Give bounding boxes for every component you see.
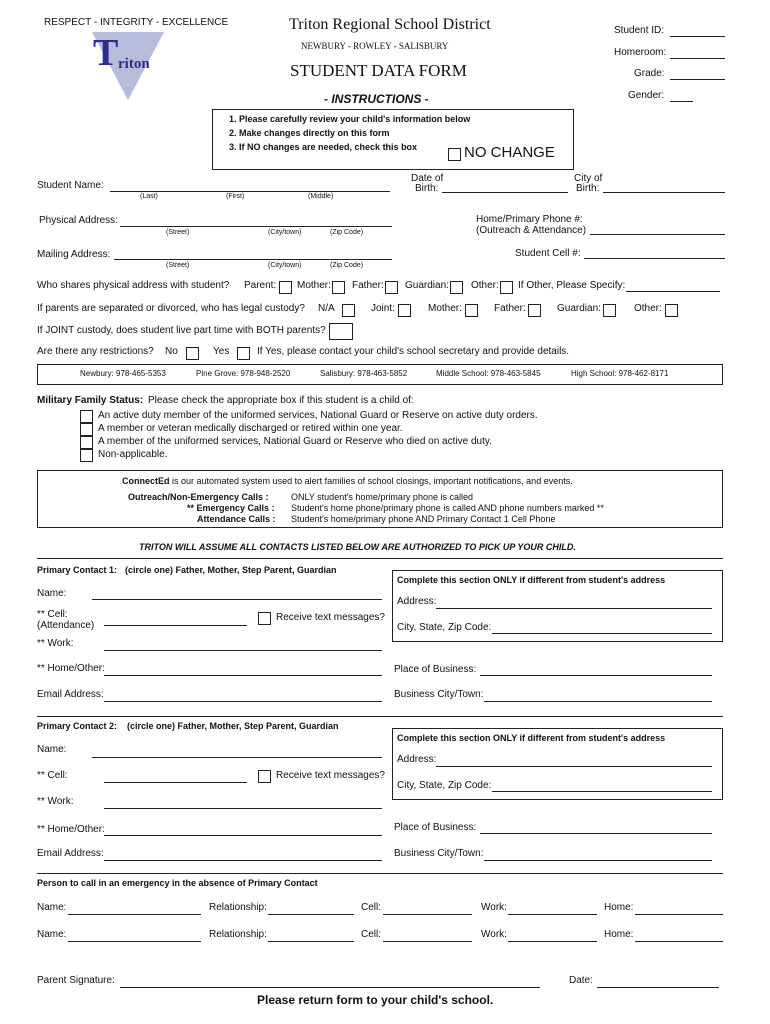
restrictions-yes-label: Yes: [213, 346, 230, 357]
custody-guardian-label: Guardian:: [557, 303, 601, 314]
contact1-bcity-field[interactable]: [484, 701, 712, 702]
contact2-cell-field[interactable]: [104, 782, 247, 783]
connected-emergency-text: Student's home phone/primary phone is called AND phone numbers marked **: [291, 503, 604, 513]
student-name-label: Student Name:: [37, 180, 104, 191]
contact1-place-field[interactable]: [480, 675, 712, 676]
dob-field[interactable]: [442, 192, 568, 193]
shares-father-checkbox[interactable]: [385, 281, 398, 294]
military-option-2-checkbox[interactable]: [80, 423, 93, 436]
contact2-title: Primary Contact 2:: [37, 721, 118, 731]
contact1-bcity-label: Business City/Town:: [394, 689, 484, 700]
connected-outreach-label: Outreach/Non-Emergency Calls :: [128, 492, 269, 502]
joint-answer-box[interactable]: [329, 323, 353, 340]
restrictions-no-checkbox[interactable]: [186, 347, 199, 360]
connected-outreach-text: ONLY student's home/primary phone is called: [291, 492, 473, 502]
custody-guardian-checkbox[interactable]: [603, 304, 616, 317]
contact2-place-label: Place of Business:: [394, 822, 477, 833]
emergency2-work-field[interactable]: [508, 941, 597, 942]
military-label: Military Family Status:: [37, 395, 144, 406]
return-notice: Please return form to your child's school.: [257, 993, 494, 1007]
contact1-csz-label: City, State, Zip Code:: [397, 622, 492, 633]
emergency2-name-field[interactable]: [68, 941, 201, 942]
military-option-3-checkbox[interactable]: [80, 436, 93, 449]
contact2-receive-label: Receive text messages?: [276, 770, 385, 781]
logo-text: riton: [118, 56, 150, 72]
shares-mother-label: Mother:: [297, 280, 331, 291]
contact-divider: [37, 716, 723, 717]
date-label: Date:: [569, 975, 593, 986]
restrictions-note: If Yes, please contact your child's school secretary and provide details.: [257, 346, 570, 357]
custody-na-checkbox[interactable]: [342, 304, 355, 317]
custody-joint-label: Joint:: [371, 303, 395, 314]
military-option-4-checkbox[interactable]: [80, 449, 93, 462]
restrictions-no-label: No: [165, 346, 178, 357]
shares-guardian-label: Guardian:: [405, 280, 449, 291]
no-change-checkbox[interactable]: [448, 148, 461, 161]
student-cell-label: Student Cell #:: [515, 248, 581, 259]
emergency1-name-label: Name:: [37, 902, 67, 913]
custody-mother-label: Mother:: [428, 303, 462, 314]
contact2-csz-field[interactable]: [492, 791, 712, 792]
triton-logo: [88, 30, 168, 102]
gender-field[interactable]: [670, 101, 693, 102]
first-hint: (First): [226, 193, 245, 200]
emergency1-home-field[interactable]: [635, 914, 723, 915]
school-newbury: Newbury: 978-465-5353: [80, 369, 166, 378]
student-cell-field[interactable]: [584, 258, 725, 259]
instructions-title: - INSTRUCTIONS -: [324, 92, 429, 106]
contact2-work-label: ** Work:: [37, 796, 74, 807]
restrictions-question: Are there any restrictions?: [37, 346, 154, 357]
shares-specify-label: If Other, Please Specify:: [518, 280, 626, 291]
contact2-text-checkbox[interactable]: [258, 770, 271, 783]
connected-emergency-label: ** Emergency Calls :: [187, 503, 275, 513]
contact1-cell-label: ** Cell:: [37, 609, 68, 620]
contact1-circle: (circle one) Father, Mother, Step Parent, Guardian: [125, 565, 337, 575]
contact1-name-field[interactable]: [92, 599, 382, 600]
shares-other-checkbox[interactable]: [500, 281, 513, 294]
contact1-title: Primary Contact 1:: [37, 565, 118, 575]
district-name: Triton Regional School District: [289, 16, 491, 33]
form-title: STUDENT DATA FORM: [290, 61, 467, 80]
contact2-address-field[interactable]: [436, 766, 712, 767]
contact2-home-field[interactable]: [104, 835, 382, 836]
contact1-home-label: ** Home/Other:: [37, 663, 105, 674]
contact1-place-label: Place of Business:: [394, 664, 477, 675]
home-phone-label: Home/Primary Phone #:: [476, 214, 583, 225]
city-birth-label-1: City of: [574, 173, 603, 184]
contact2-home-label: ** Home/Other:: [37, 824, 105, 835]
emergency1-cell-label: Cell:: [361, 902, 382, 913]
homeroom-field[interactable]: [670, 58, 725, 59]
emergency1-home-label: Home:: [604, 902, 634, 913]
motto: RESPECT - INTEGRITY - EXCELLENCE: [44, 17, 229, 28]
street-hint: (Street): [166, 229, 190, 236]
custody-father-label: Father:: [494, 303, 526, 314]
contact1-work-label: ** Work:: [37, 638, 74, 649]
middle-hint: (Middle): [308, 193, 334, 200]
citytown-hint-2: (City/town): [268, 262, 302, 269]
emergency1-work-label: Work:: [481, 902, 507, 913]
emergency1-work-field[interactable]: [508, 914, 597, 915]
contact1-csz-field[interactable]: [492, 633, 712, 634]
student-id-field[interactable]: [670, 36, 725, 37]
contact2-circle: (circle one) Father, Mother, Step Parent, Guardian: [127, 721, 339, 731]
date-field[interactable]: [597, 987, 719, 988]
gender-label: Gender:: [628, 90, 665, 101]
emergency2-relationship-field[interactable]: [268, 941, 354, 942]
school-pine-grove: Pine Grove: 978-948-2520: [196, 369, 291, 378]
mailing-address-label: Mailing Address:: [37, 249, 111, 260]
student-id-label: Student ID:: [614, 25, 665, 36]
contact2-name-label: Name:: [37, 744, 67, 755]
pickup-notice: TRITON WILL ASSUME ALL CONTACTS LISTED BELOW ARE AUTHORIZED TO PICK UP YOUR CHILD.: [139, 542, 576, 552]
shares-father-label: Father:: [352, 280, 384, 291]
custody-question: If parents are separated or divorced, who has legal custody?: [37, 303, 305, 314]
homeroom-label: Homeroom:: [614, 47, 667, 58]
contact2-place-field[interactable]: [480, 833, 712, 834]
instruction-3: 3. If NO changes are needed, check this box: [229, 142, 418, 152]
contact1-home-field[interactable]: [104, 675, 382, 676]
military-option-1-checkbox[interactable]: [80, 410, 93, 423]
emergency-divider: [37, 873, 723, 874]
school-middle: Middle School: 978-463-5845: [436, 369, 541, 378]
contact2-bcity-field[interactable]: [484, 860, 712, 861]
emergency-title: Person to call in an emergency in the absence of Primary Contact: [37, 878, 318, 888]
contact1-address-label: Address:: [397, 596, 437, 607]
connected-intro: [122, 476, 573, 486]
home-phone-sub: (Outreach & Attendance): [476, 225, 587, 236]
connected-attendance-text: Student's home/primary phone AND Primary Contact 1 Cell Phone: [291, 514, 556, 524]
custody-joint-checkbox[interactable]: [398, 304, 411, 317]
military-option-3: A member of the uniformed services, National Guard or Reserve who died on active duty.: [98, 436, 492, 447]
zip-hint-2: (Zip Code): [330, 262, 364, 269]
dob-label-1: Date of: [411, 173, 444, 184]
emergency2-cell-field[interactable]: [383, 941, 472, 942]
connected-attendance-label: Attendance Calls :: [197, 514, 276, 524]
contact1-section-title: Complete this section ONLY if different from student's address: [397, 575, 666, 585]
physical-address-label: Physical Address:: [39, 215, 118, 226]
contact1-email-field[interactable]: [104, 701, 382, 702]
custody-father-checkbox[interactable]: [528, 304, 541, 317]
custody-na-label: N/A: [318, 303, 335, 314]
shares-mother-checkbox[interactable]: [332, 281, 345, 294]
emergency2-home-label: Home:: [604, 929, 634, 940]
military-intro: Please check the appropriate box if this student is a child of:: [148, 395, 414, 406]
emergency1-relationship-field[interactable]: [268, 914, 354, 915]
grade-field[interactable]: [670, 79, 725, 80]
emergency2-home-field[interactable]: [635, 941, 723, 942]
district-towns: NEWBURY - ROWLEY - SALISBURY: [301, 41, 449, 51]
no-change-label: NO CHANGE: [464, 144, 555, 161]
instruction-1: 1. Please carefully review your child's information below: [229, 114, 471, 124]
pickup-divider: [37, 558, 723, 559]
school-high: High School: 978-462-8171: [571, 369, 669, 378]
signature-field[interactable]: [120, 987, 540, 988]
citytown-hint: (City/town): [268, 229, 302, 236]
emergency2-work-label: Work:: [481, 929, 507, 940]
restrictions-yes-checkbox[interactable]: [237, 347, 250, 360]
home-phone-field[interactable]: [590, 234, 725, 235]
school-salisbury: Salisbury: 978-463-5852: [320, 369, 408, 378]
contact1-attendance-label: (Attendance): [37, 620, 95, 631]
emergency2-name-label: Name:: [37, 929, 67, 940]
logo-initial: T: [93, 32, 119, 74]
joint-question: If JOINT custody, does student live part time with BOTH parents?: [37, 325, 326, 336]
shares-question: Who shares physical address with student?: [37, 280, 230, 291]
shares-parent-label: Parent:: [244, 280, 277, 291]
shares-specify-field[interactable]: [626, 291, 720, 292]
connected-desc: is our automated system used to alert families of school closings, important notifications, and events.: [169, 476, 573, 486]
contact1-text-checkbox[interactable]: [258, 612, 271, 625]
zip-hint: (Zip Code): [330, 229, 364, 236]
contact2-name-field[interactable]: [92, 757, 382, 758]
mailing-address-field[interactable]: [114, 259, 392, 260]
physical-address-field[interactable]: [120, 226, 392, 227]
emergency2-cell-label: Cell:: [361, 929, 382, 940]
last-hint: (Last): [140, 193, 158, 200]
contact2-email-label: Email Address:: [37, 848, 104, 859]
contact1-work-field[interactable]: [104, 650, 382, 651]
contact2-bcity-label: Business City/Town:: [394, 848, 484, 859]
custody-other-checkbox[interactable]: [665, 304, 678, 317]
contact2-email-field[interactable]: [104, 860, 382, 861]
emergency2-relationship-label: Relationship:: [209, 929, 267, 940]
contact2-work-field[interactable]: [104, 808, 382, 809]
city-birth-label-2: Birth:: [576, 183, 600, 194]
custody-mother-checkbox[interactable]: [465, 304, 478, 317]
contact1-name-label: Name:: [37, 588, 67, 599]
contact1-cell-field[interactable]: [104, 625, 247, 626]
instruction-2: 2. Make changes directly on this form: [229, 128, 390, 138]
contact2-section-title: Complete this section ONLY if different from student's address: [397, 733, 666, 743]
connected-name: ConnectEd: [122, 476, 170, 486]
contact1-address-field[interactable]: [436, 608, 712, 609]
street-hint-2: (Street): [166, 262, 190, 269]
shares-other-label: Other:: [471, 280, 499, 291]
emergency1-name-field[interactable]: [68, 914, 201, 915]
contact1-receive-label: Receive text messages?: [276, 612, 385, 623]
emergency1-cell-field[interactable]: [383, 914, 472, 915]
contact2-address-label: Address:: [397, 754, 437, 765]
signature-label: Parent Signature:: [37, 975, 115, 986]
emergency1-relationship-label: Relationship:: [209, 902, 267, 913]
dob-label-2: Birth:: [415, 183, 439, 194]
contact1-email-label: Email Address:: [37, 689, 104, 700]
military-option-1: An active duty member of the uniformed services, National Guard or Reserve on active duty orders.: [98, 410, 538, 421]
city-birth-field[interactable]: [603, 192, 725, 193]
student-name-field[interactable]: [110, 191, 390, 192]
custody-other-label: Other:: [634, 303, 662, 314]
contact2-cell-label: ** Cell:: [37, 770, 68, 781]
military-option-2: A member or veteran medically discharged or retired within one year.: [98, 423, 403, 434]
military-option-4: Non-applicable.: [98, 449, 168, 460]
grade-label: Grade:: [634, 68, 665, 79]
shares-guardian-checkbox[interactable]: [450, 281, 463, 294]
shares-parent-checkbox[interactable]: [279, 281, 292, 294]
contact2-csz-label: City, State, Zip Code:: [397, 780, 492, 791]
